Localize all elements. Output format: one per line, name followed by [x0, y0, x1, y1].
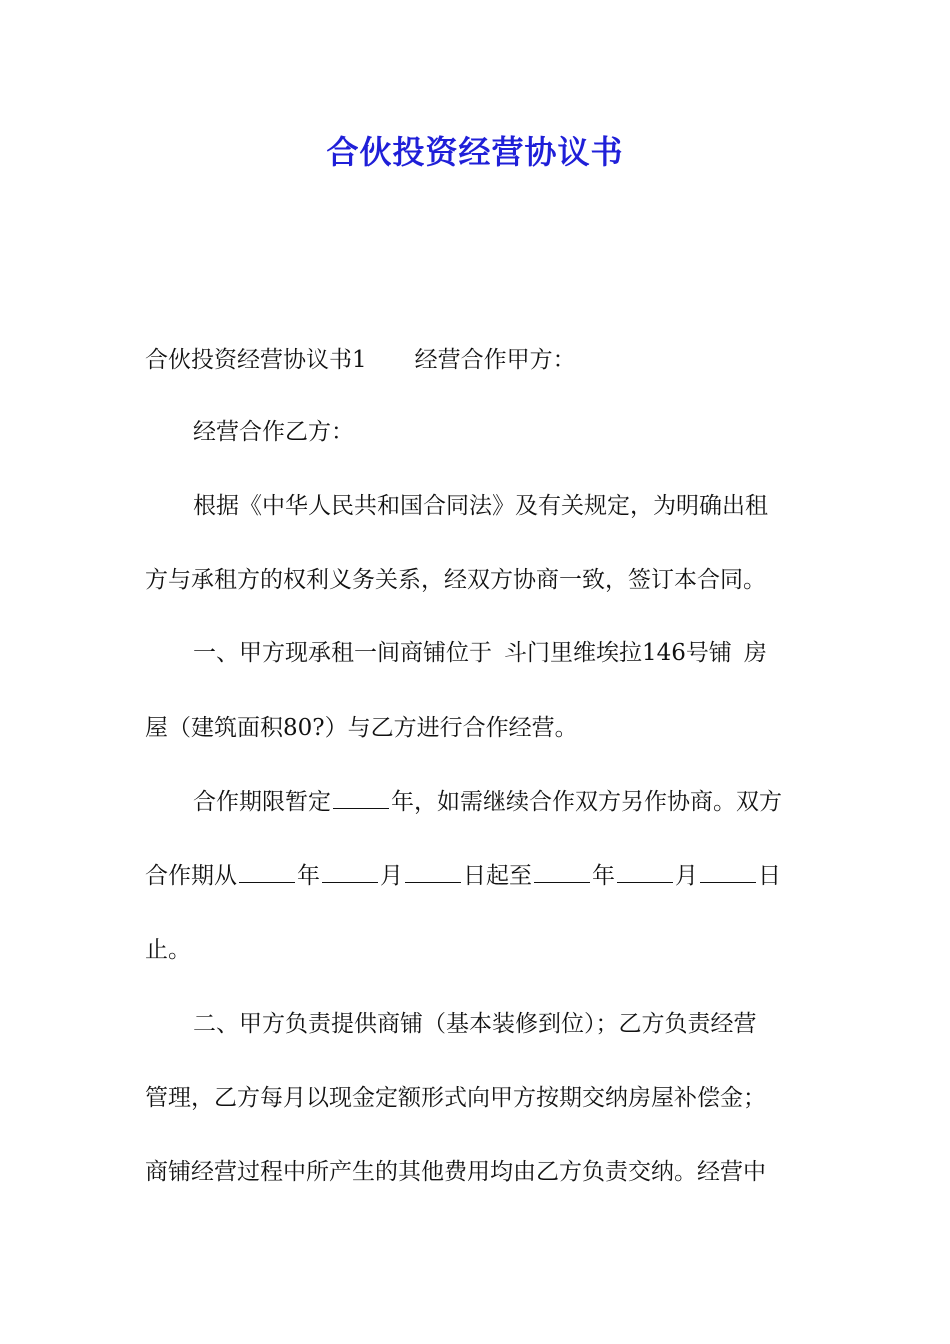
end-day-label: 日 — [758, 863, 781, 889]
party-a-label: 经营合作甲方： — [414, 347, 576, 373]
start-day-blank — [405, 858, 461, 883]
document-body — [145, 336, 805, 1222]
clause-1-text-a: 一、甲方现承租一间商铺位于 — [193, 640, 492, 666]
clause-2-line2: 管理，乙方每月以现金定额形式向甲方按期交纳房屋补偿金； — [145, 1085, 766, 1111]
paragraph-basis-line2: 方与承租方的权利义务关系，经双方协商一致，签订本合同。 — [145, 567, 766, 593]
start-year-blank — [239, 858, 295, 883]
start-month-blank — [322, 858, 378, 883]
start-day-label: 日起至 — [463, 863, 532, 889]
paragraph-basis-line1: 根据《中华人民共和国合同法》及有关规定，为明确出租 — [193, 493, 768, 519]
end-month-blank — [617, 858, 673, 883]
term-years-blank — [333, 784, 389, 809]
document-title: 合伙投资经营协议书 — [326, 133, 624, 171]
clause-2-line3: 商铺经营过程中所产生的其他费用均由乙方负责交纳。经营中 — [145, 1159, 766, 1185]
start-month-label: 月 — [380, 863, 403, 889]
end-year-label: 年 — [592, 863, 615, 889]
clause-1-line1 — [145, 629, 805, 704]
end-year-blank — [534, 858, 590, 883]
end-month-label: 月 — [675, 863, 698, 889]
start-year-label: 年 — [297, 863, 320, 889]
clause-1-text-c: 房 — [743, 640, 767, 666]
term-text-b: 年，如需继续合作双方另作协商。双方 — [391, 789, 782, 815]
term-text-a: 合作期限暂定 — [193, 789, 331, 815]
shop-address: 斗门里维埃拉146号铺 — [504, 640, 732, 666]
party-b-label: 经营合作乙方： — [193, 419, 354, 445]
clause-2-line1: 二、甲方负责提供商铺（基本装修到位）；乙方负责经营 — [193, 1011, 757, 1037]
term-from-label: 合作期从 — [145, 863, 237, 889]
term-line3: 止。 — [145, 937, 191, 963]
term-line1 — [145, 778, 805, 852]
end-day-blank — [700, 858, 756, 883]
heading-text: 合伙投资经营协议书1 — [145, 347, 367, 373]
paragraph-heading — [145, 336, 805, 408]
clause-1-line2: 屋（建筑面积80?）与乙方进行合作经营。 — [145, 715, 578, 741]
term-line2 — [145, 852, 805, 926]
